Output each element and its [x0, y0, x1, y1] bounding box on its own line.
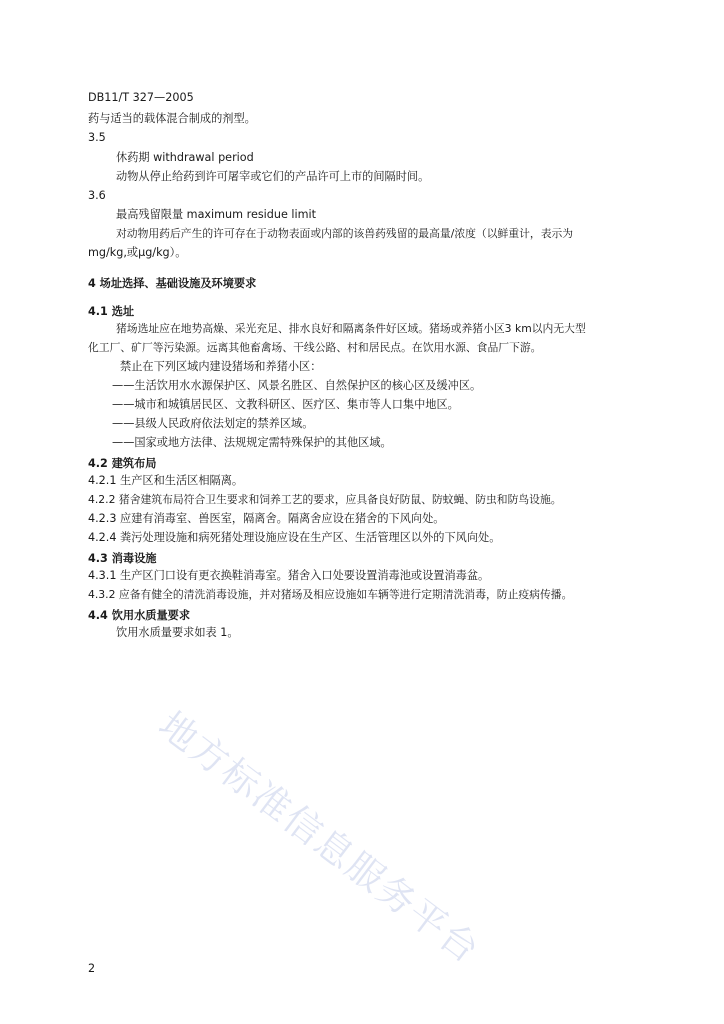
- paragraph-line: 化工厂、矿厂等污染源。远离其他畜禽场、干线公路、村和居民点。在饮用水源、食品厂下游。: [88, 341, 542, 354]
- watermark-text: 地方标准信息服务平台: [150, 703, 489, 973]
- clause-line: 4.2.2 猪舍建筑布局符合卫生要求和饲养工艺的要求，应具备良好防鼠、防蚊蝇、防虫和防鸟设施。: [88, 493, 562, 506]
- clause-line: 4.3.1 生产区门口设有更衣换鞋消毒室。猪舍入口处要设置消毒池或设置消毒盆。: [88, 569, 490, 582]
- list-item: ——城市和城镇居民区、文教科研区、医疗区、集市等人口集中地区。: [112, 398, 459, 411]
- subsection-heading: 4.3 消毒设施: [88, 552, 157, 565]
- subsection-heading: 4.1 选址: [88, 305, 135, 318]
- list-item: ——生活饮用水水源保护区、风景名胜区、自然保护区的核心区及缓冲区。: [112, 379, 482, 392]
- term-title: 休药期 withdrawal period: [116, 151, 254, 164]
- section-heading: 4 场址选择、基础设施及环境要求: [88, 277, 257, 290]
- standard-number-header: DB11/T 327—2005: [88, 91, 194, 104]
- term-title: 最高残留限量 maximum residue limit: [116, 208, 317, 221]
- clause-line: 4.2.1 生产区和生活区相隔离。: [88, 474, 244, 487]
- paragraph-line: 禁止在下列区域内建设猪场和养猪小区：: [120, 360, 322, 373]
- page-number: 2: [88, 962, 96, 975]
- paragraph-line: 猪场选址应在地势高燥、采光充足、排水良好和隔离条件好区域。猪场或养猪小区3 km以内无大型: [116, 322, 586, 335]
- list-item: ——国家或地方法律、法规规定需特殊保护的其他区域。: [112, 436, 392, 449]
- clause-line: 4.3.2 应备有健全的清洗消毒设施，并对猪场及相应设施如车辆等进行定期清洗消毒，防止疫病传播。: [88, 588, 573, 601]
- paragraph-line: 饮用水质量要求如表 1。: [116, 626, 239, 639]
- section-number: 3.5: [88, 131, 106, 144]
- list-item: ——县级人民政府依法划定的禁养区域。: [112, 417, 314, 430]
- clause-line: 4.2.3 应建有消毒室、兽医室，隔离舍。隔离舍应设在猪舍的下风向处。: [88, 512, 445, 525]
- clause-line: 4.2.4 粪污处理设施和病死猪处理设施应设在生产区、生活管理区以外的下风向处。: [88, 531, 501, 544]
- section-number: 3.6: [88, 189, 106, 202]
- paragraph-line: 药与适当的载体混合制成的剂型。: [88, 112, 256, 125]
- subsection-heading: 4.4 饮用水质量要求: [88, 609, 191, 622]
- term-definition: 动物从停止给药到许可屠宰或它们的产品许可上市的间隔时间。: [116, 170, 430, 183]
- term-definition-continued: mg/kg,或μg/kg）。: [88, 246, 187, 259]
- term-definition: 对动物用药后产生的许可存在于动物表面或内部的该兽药残留的最高量/浓度（以鲜重计，表示为: [116, 227, 574, 240]
- subsection-heading: 4.2 建筑布局: [88, 457, 157, 470]
